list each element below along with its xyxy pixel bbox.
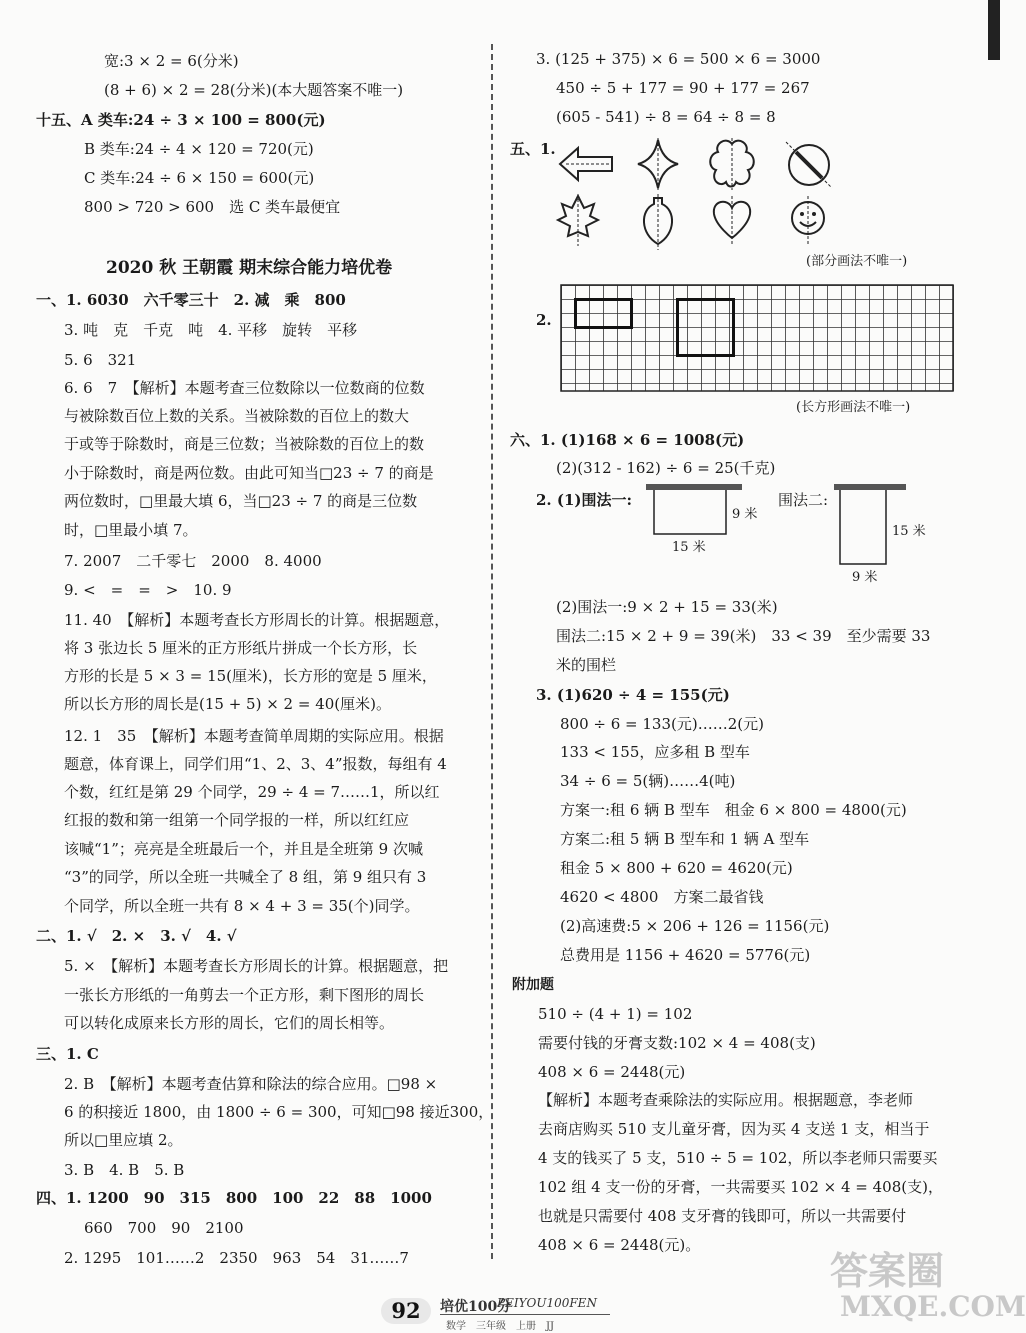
diamond-star-figure-icon [636,138,680,190]
text-line: 一张长方形纸的一角剪去一个正方形，剩下图形的周长 [64,986,425,1004]
text-line: 800 > 720 > 600 选 C 类车最便宜 [84,198,341,216]
text-line: 5. 6 321 [64,351,137,369]
text-line: 9. < = = > 10. 9 [64,581,232,599]
text-line: 4 支的钱买了 5 支，510 ÷ 5 = 102，所以李老师只需要买 [538,1149,938,1167]
text-line: 米的围栏 [556,656,617,674]
page-number: 92 [381,1298,431,1324]
text-line: 租金 5 × 800 + 620 = 4620(元) [560,859,793,877]
text-line: 11. 40 【解析】本题考查长方形周长的计算。根据题意， [64,611,450,629]
text-line: 总费用是 1156 + 4620 = 5776(元) [560,946,811,964]
section-heading: 2. [536,311,552,329]
text-line: (2)(312 - 162) ÷ 6 = 25(千克) [556,459,776,477]
text-line: 3. (1)620 ÷ 4 = 155(元) [536,686,730,704]
section-heading: 四、1. 1200 90 315 800 100 22 88 1000 [36,1189,432,1207]
section-title: 2020 秋 王朝霞 期末综合能力培优卷 [106,258,393,278]
text-line: 围法二: [778,491,829,509]
text-line: 个同学，所以全班一共有 8 × 4 + 3 = 35(个)同学。 [64,897,420,915]
text-line: 于或等于除数时，商是三位数；当被除数的百位上的数 [64,435,425,453]
text-line: 7. 2007 二千零七 2000 8. 4000 [64,552,322,570]
section-heading: 附加题 [512,977,554,993]
text-line: 去商店购买 510 支儿童牙膏，因为买 4 支送 1 支，相当于 [538,1120,930,1138]
text-line: 与被除数百位上数的关系。当被除数的百位上的数大 [64,407,410,425]
section-heading: 三、1. C [36,1045,99,1063]
text-line: 133 < 155，应多租 B 型车 [560,743,750,761]
text-line: 3. B 4. B 5. B [64,1161,185,1179]
no-entry-figure-icon [784,140,834,190]
text-line: 34 ÷ 6 = 5(辆)……4(吨) [560,772,736,790]
text-line: B 类车:24 ÷ 4 × 120 = 720(元) [84,140,314,158]
heart-figure-icon [708,196,756,244]
text-line: 【解析】本题考查乘除法的实际应用。根据题意，李老师 [538,1091,914,1109]
text-line: 红报的数和第一组第一个同学报的一样，所以红红应 [64,811,410,829]
text-line: 2. 1295 101……2 2350 963 54 31……7 [64,1249,409,1267]
edge-bar [988,0,1000,60]
text-line: 时，□里最小填 7。 [64,521,198,539]
text-line: 个数，红红是第 29 个同学，29 ÷ 4 = 7……1，所以红 [64,783,440,801]
text-line: 408 × 6 = 2448(元) [538,1063,686,1081]
footer-brand-en: PEIYOU100FEN [497,1296,597,1310]
square-grid [560,284,954,392]
text-line: 6 的积接近 1800，由 1800 ÷ 6 = 300，可知□98 接近300， [64,1103,494,1121]
note-text: (长方形画法不唯一) [796,400,911,415]
text-line: 5. × 【解析】本题考查长方形周长的计算。根据题意，把 [64,957,449,975]
text-line: 408 × 6 = 2448(元)。 [538,1236,701,1254]
dimension-label: 9 米 [732,507,758,522]
watermark-url: MXQE.COM [840,1290,1026,1323]
text-line: 小于除数时，商是两位数。由此可知当□23 ÷ 7 的商是 [64,464,434,482]
text-line: 将 3 张边长 5 厘米的正方形纸片拼成一个长方形，长 [64,639,418,657]
text-line: (605 - 541) ÷ 8 = 64 ÷ 8 = 8 [556,108,776,126]
section-heading: 一、1. 6030 六千零三十 2. 减 乘 800 [36,291,346,309]
section-heading: 二、1. √ 2. × 3. √ 4. √ [36,927,237,945]
text-line: 方案一:租 6 辆 B 型车 租金 6 × 800 = 4800(元) [560,801,907,819]
text-line: 450 ÷ 5 + 177 = 90 + 177 = 267 [556,79,810,97]
note-text: (部分画法不唯一) [806,254,908,269]
section-heading: 五、1. [510,140,556,158]
text-line: 方案二:租 5 辆 B 型车和 1 辆 A 型车 [560,830,810,848]
text-line: 3. 吨 克 千克 吨 4. 平移 旋转 平移 [64,321,358,339]
watermark-logo: 答案圈 [830,1248,945,1293]
cloud-figure-icon [708,138,756,190]
text-line: 6. 6 7 【解析】本题考查三位数除以一位数商的位数 [64,379,425,397]
text-line: “3”的同学，所以全班一共喊全了 8 组，第 9 组只有 3 [64,868,427,886]
dimension-label: 15 米 [672,540,706,555]
text-line: 102 组 4 支一份的牙膏，一共需要买 102 × 4 = 408(支)， [538,1178,943,1196]
text-line: 题意，体育课上，同学们用“1、2、3、4”报数，每组有 4 [64,755,447,773]
footer-brand: 培优100分 [440,1299,512,1315]
text-line: 所以□里应填 2。 [64,1131,183,1149]
arrow-figure-icon [556,142,616,186]
text-line: 510 ÷ (4 + 1) = 102 [538,1005,693,1023]
footer-subtitle: 数学 三年级 上册 JJ [446,1321,555,1332]
text-line: 宽:3 × 2 = 6(分米) [104,52,239,70]
text-line: 800 ÷ 6 = 133(元)……2(元) [560,715,764,733]
smiley-figure-icon [786,196,830,244]
text-line: 所以长方形的周长是(15 + 5) × 2 = 40(厘米)。 [64,695,391,713]
text-line: 660 700 90 2100 [84,1219,244,1237]
footer-rule [440,1314,610,1315]
leaf-figure-icon [556,194,600,246]
section-heading: 六、1. (1)168 × 6 = 1008(元) [510,431,745,449]
dimension-label: 15 米 [892,524,926,539]
column-divider [491,44,493,1259]
text-line: 该喊“1”；亮亮是全班最后一个，并且是全班第 9 次喊 [64,840,423,858]
text-line: 需要付钱的牙膏支数:102 × 4 = 408(支) [538,1034,816,1052]
text-line: 4620 < 4800 方案二最省钱 [560,888,764,906]
text-line: 3. (125 + 375) × 6 = 500 × 6 = 3000 [536,50,821,68]
text-line: 方形的长是 5 × 3 = 15(厘米)，长方形的宽是 5 厘米， [64,667,437,685]
text-line: (8 + 6) × 2 = 28(分米)(本大题答案不唯一) [104,81,404,99]
text-line: 两位数时，□里最大填 6，当□23 ÷ 7 的商是三位数 [64,492,418,510]
text-line: 2. (1)围法一: [536,491,633,509]
section-heading: 十五、A 类车:24 ÷ 3 × 100 = 800(元) [36,111,326,129]
vase-figure-icon [636,194,680,250]
text-line: 2. B 【解析】本题考查估算和除法的综合应用。□98 × [64,1075,438,1093]
text-line: 12. 1 35 【解析】本题考查简单周期的实际应用。根据 [64,727,444,745]
dimension-label: 9 米 [852,570,878,585]
text-line: (2)高速费:5 × 206 + 126 = 1156(元) [560,917,830,935]
text-line: 围法二:15 × 2 + 9 = 39(米) 33 < 39 至少需要 33 [556,627,931,645]
text-line: 也就是只需要付 408 支牙膏的钱即可，所以一共需要付 [538,1207,907,1225]
text-line: 可以转化成原来长方形的周长，它们的周长相等。 [64,1014,395,1032]
text-line: (2)围法一:9 × 2 + 15 = 33(米) [556,598,778,616]
text-line: C 类车:24 ÷ 6 × 150 = 600(元) [84,169,315,187]
